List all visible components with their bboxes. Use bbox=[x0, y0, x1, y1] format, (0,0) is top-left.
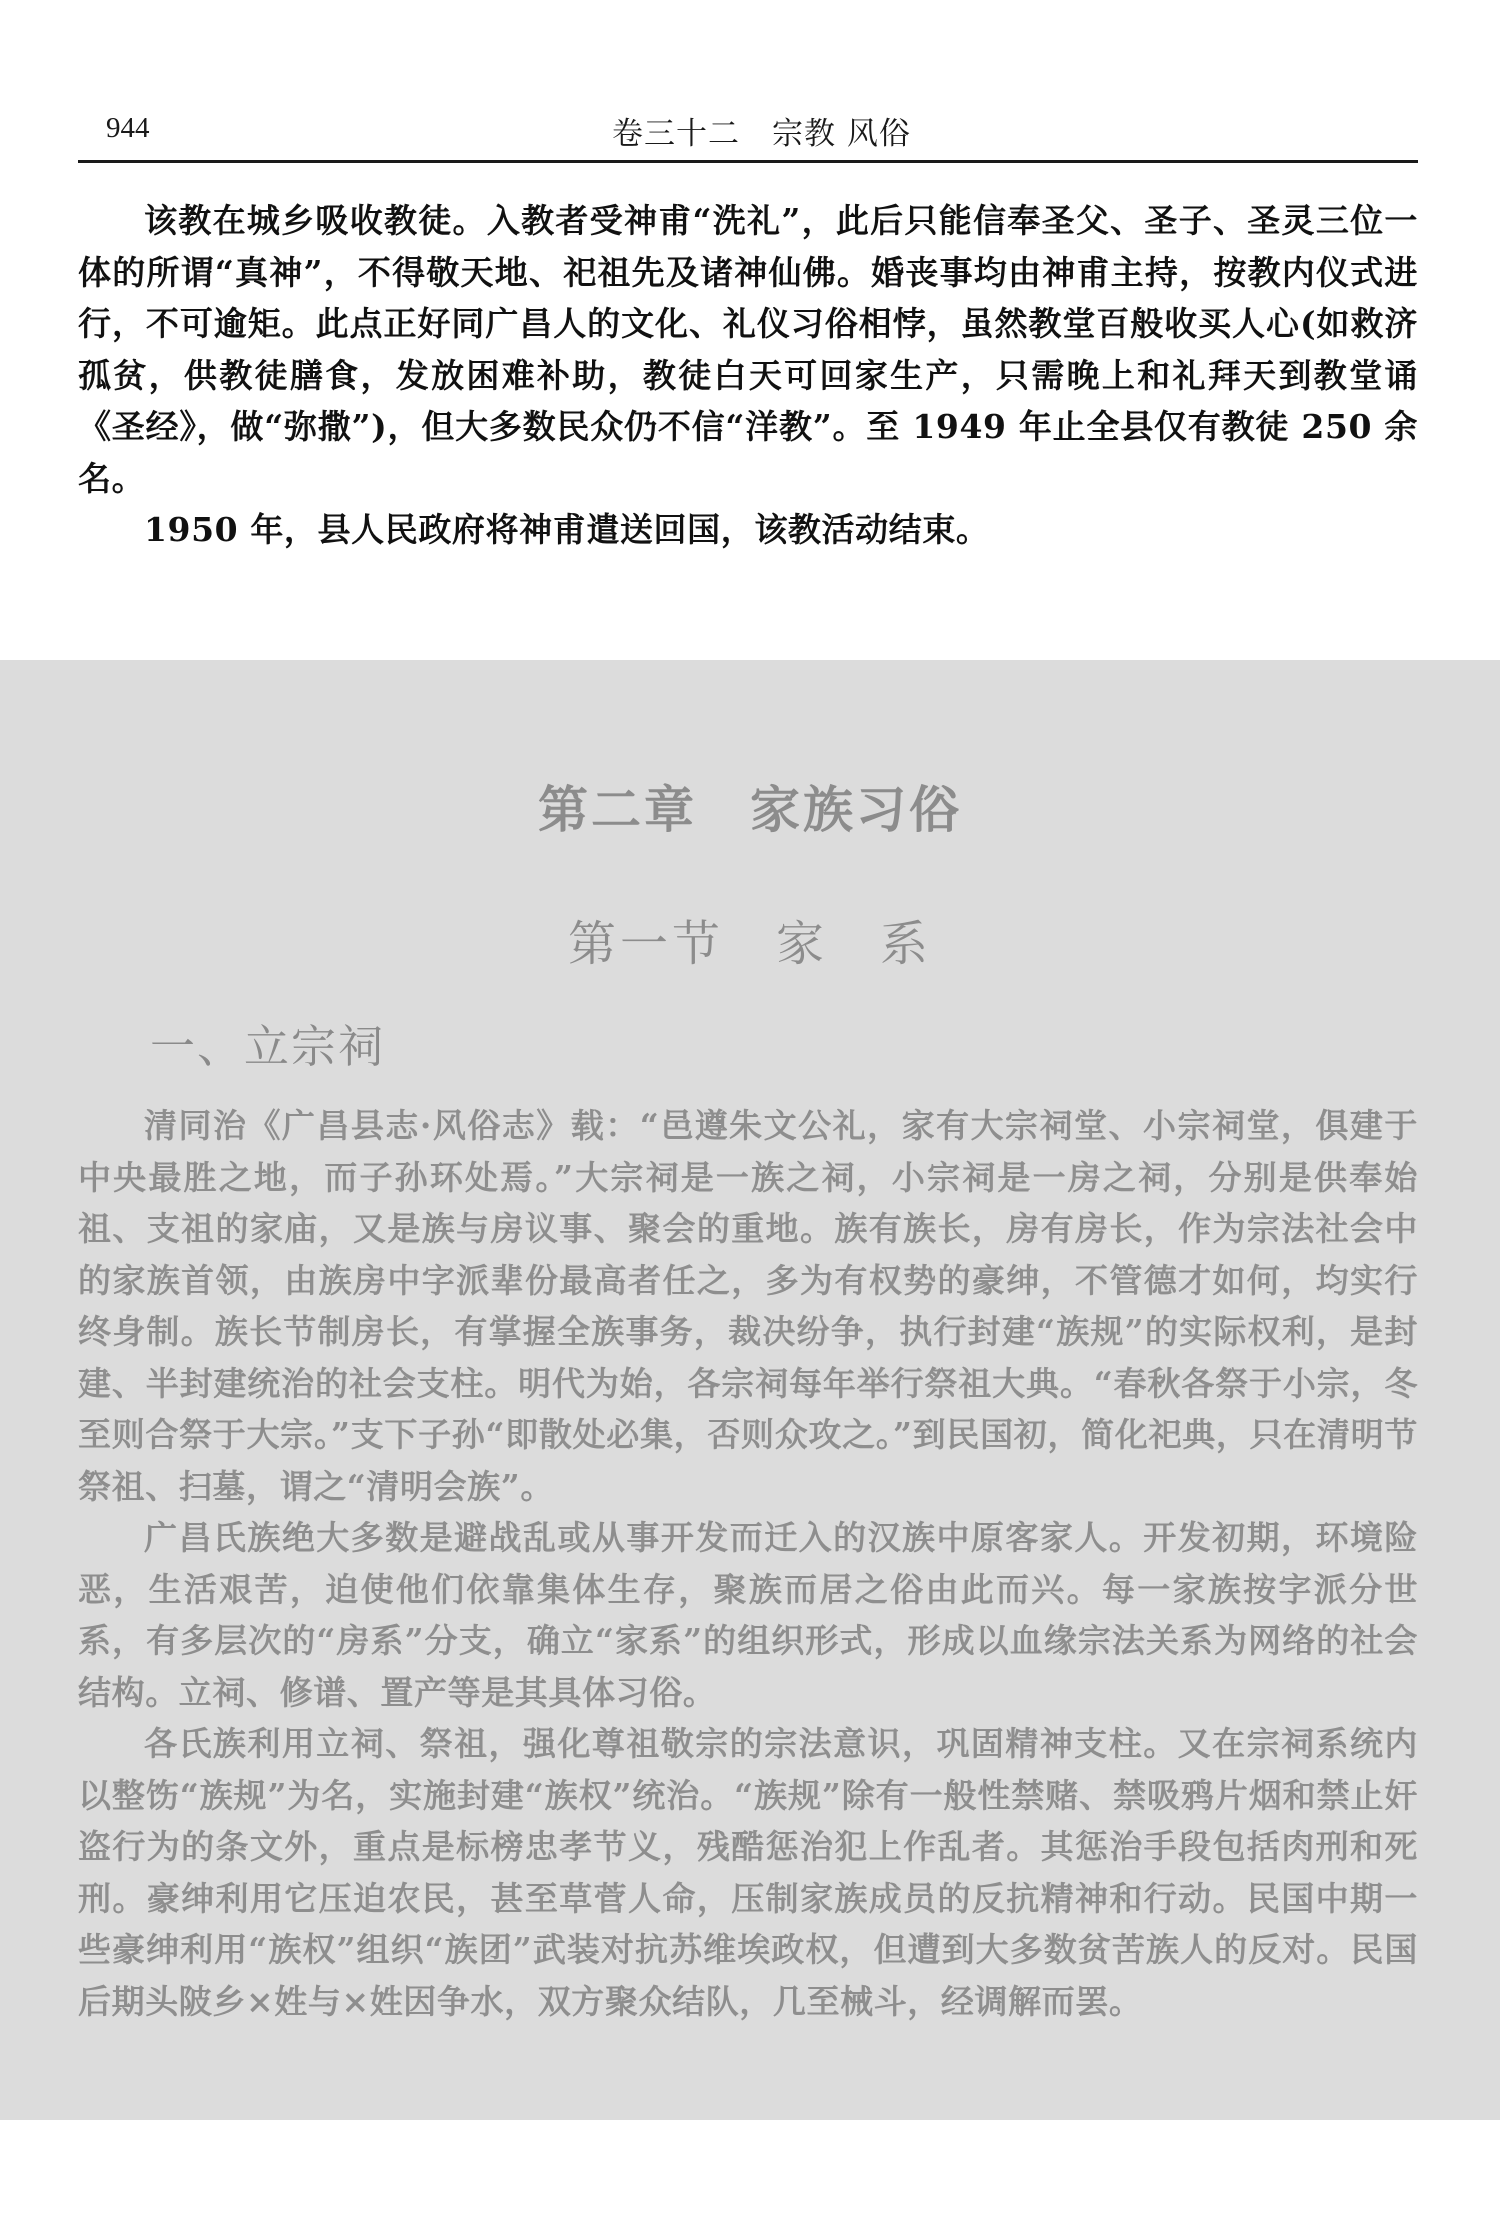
body-paragraph: 广昌氏族绝大多数是避战乱或从事开发而迁入的汉族中原客家人。开发初期，环境险恶，生活艰苦，迫使他们依靠集体生存，聚族而居之俗由此而兴。每一家族按字派分世系，有多层次的“房系”分支，确立“家系”的组织形式，形成以血缘宗法关系为网络的社会结构。立祠、修谱、置产等是其具体习俗。 bbox=[78, 1518, 1418, 1712]
body-paragraph: 清同治《广昌县志·风俗志》载：“邑遵朱文公礼，家有大宗祠堂、小宗祠堂，俱建于中央最胜之地，而子孙环处焉。”大宗祠是一族之祠，小宗祠是一房之祠，分别是供奉始祖、支祖的家庙，又是族与房议事、聚会的重地。族有族长，房有房长，作为宗法社会中的家族首领，由族房中字派辈份最高者任之，多为有权势的豪绅，不管德才如何，均实行终身制。族长节制房长，有掌握全族事务，裁决纷争，执行封建“族规”的实际权利，是封建、半封建统治的社会支柱。明代为始，各宗祠每年举行祭祖大典。“春秋各祭于小宗，冬至则合祭于大宗。”支下子孙“即散处必集，否则众攻之。”到民国初，简化祀典，只在清明节祭祖、扫墓，谓之“清明会族”。 bbox=[78, 1106, 1418, 1506]
chapter-panel bbox=[0, 660, 1500, 2120]
body-paragraph: 1950 年，县人民政府将神甫遣送回国，该教活动结束。 bbox=[144, 510, 990, 549]
running-head: 卷三十二 宗教 风俗 bbox=[612, 116, 911, 152]
body-paragraph: 各氏族利用立祠、祭祖，强化尊祖敬宗的宗法意识，巩固精神支柱。又在宗祠系统内以整饬“族规”为名，实施封建“族权”统治。“族规”除有一般性禁赌、禁吸鸦片烟和禁止奸盗行为的条文外，重点是标榜忠孝节义，残酷惩治犯上作乱者。其惩治手段包括肉刑和死刑。豪绅利用它压迫农民，甚至草菅人命，压制家族成员的反抗精神和行动。民国中期一些豪绅利用“族权”组织“族团”武装对抗苏维埃政权，但遭到大多数贫苦族人的反对。民国后期头陂乡×姓与×姓因争水，双方聚众结队，几至械斗，经调解而罢。 bbox=[78, 1724, 1418, 2021]
header-rule bbox=[78, 160, 1418, 163]
section-title: 第一节 家 系 bbox=[567, 916, 932, 972]
chapter-title: 第二章 家族习俗 bbox=[538, 780, 962, 839]
page-header bbox=[78, 108, 1418, 158]
top-section bbox=[78, 195, 1418, 556]
page-number: 944 bbox=[106, 112, 150, 144]
subsection-title: 一、立宗祠 bbox=[150, 1020, 386, 1073]
chapter-body bbox=[78, 1100, 1418, 2027]
body-paragraph: 该教在城乡吸收教徒。入教者受神甫“洗礼”，此后只能信奉圣父、圣子、圣灵三位一体的所谓“真神”，不得敬天地、祀祖先及诸神仙佛。婚丧事均由神甫主持，按教内仪式进行，不可逾矩。此点正好同广昌人的文化、礼仪习俗相悖，虽然教堂百般收买人心(如救济孤贫，供教徒膳食，发放困难补助，教徒白天可回家生产，只需晚上和礼拜天到教堂诵《圣经》，做“弥撒”)，但大多数民众仍不信“洋教”。至 1949 年止全县仅有教徒 250 余名。 bbox=[78, 201, 1418, 498]
